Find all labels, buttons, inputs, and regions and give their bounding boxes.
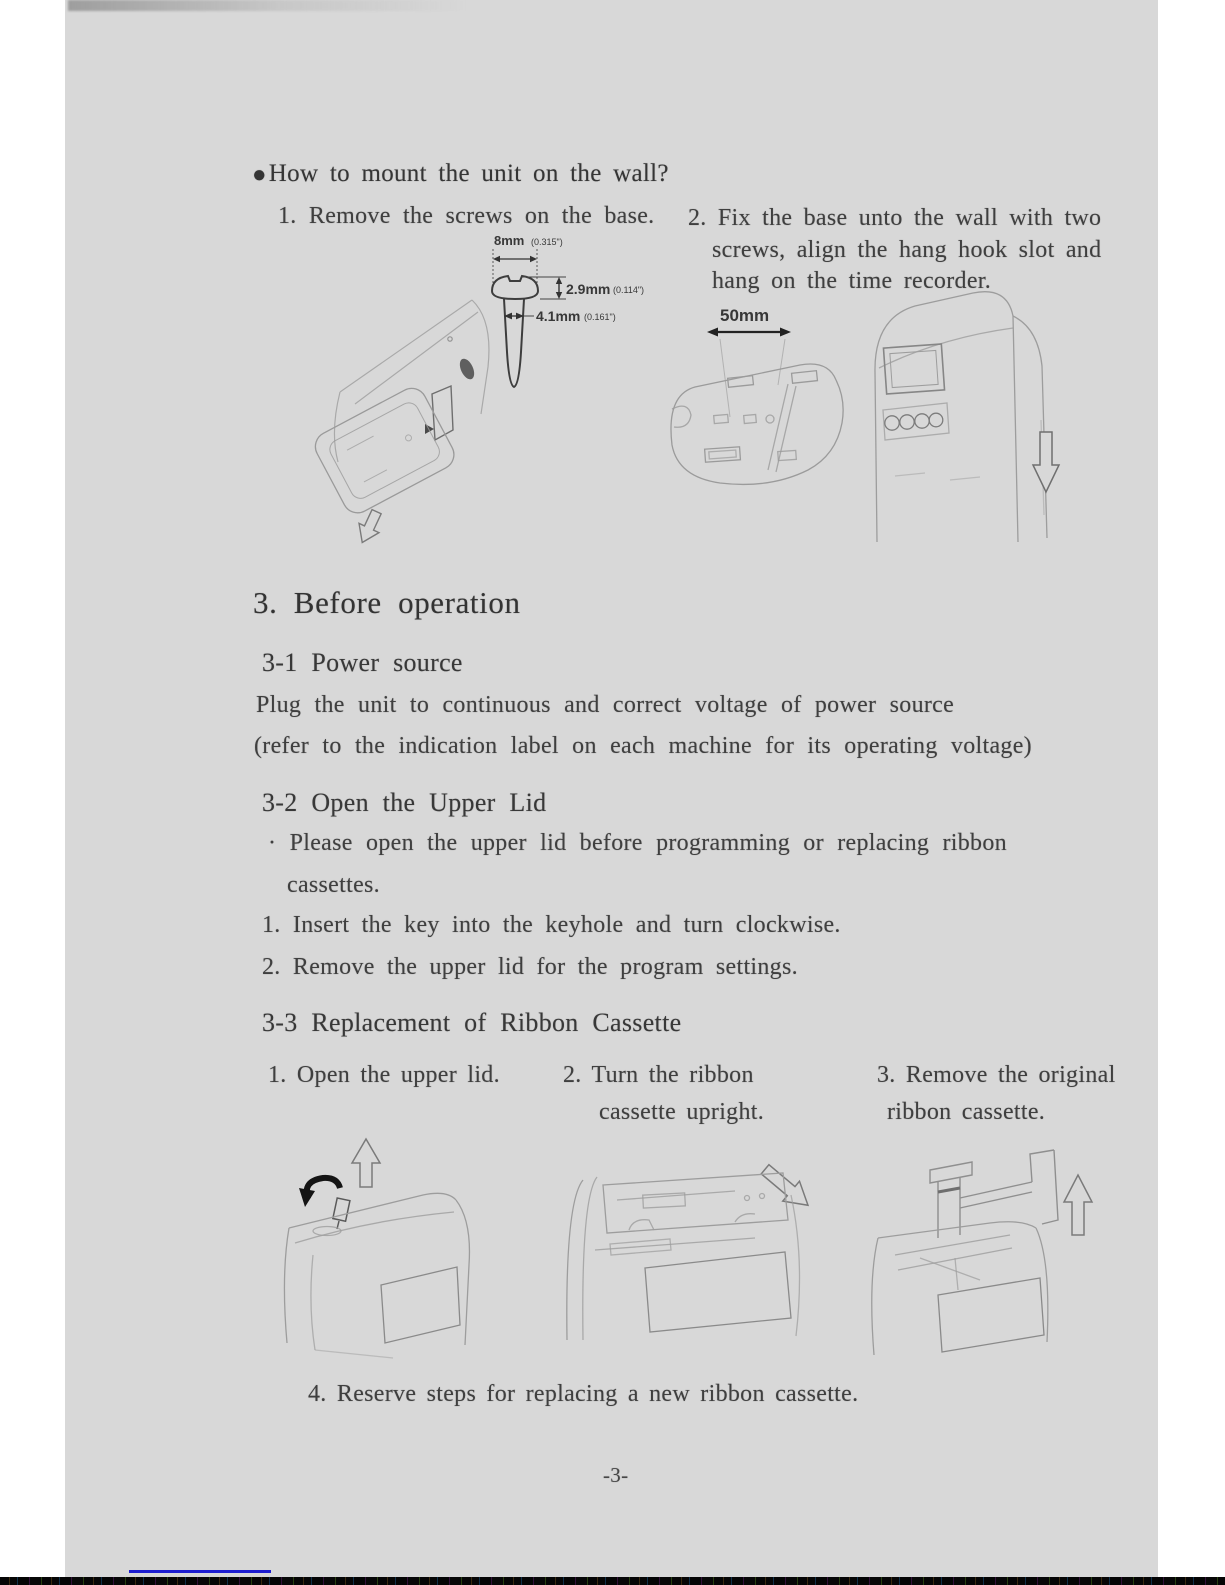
mount-step2-line1: 2. Fix the base unto the wall with two <box>688 205 1102 231</box>
down-arrow-icon <box>1033 432 1059 492</box>
base-removal-illustration <box>300 282 540 562</box>
time-recorder-front-illustration <box>855 280 1085 550</box>
button-1 <box>885 416 899 430</box>
ribbon-step2-line1: 2. Turn the ribbon <box>563 1062 754 1088</box>
power-source-line1: Plug the unit to continuous and correct voltage of power source <box>256 692 955 718</box>
subsection-heading-ribbon-replacement: 3-3 Replacement of Ribbon Cassette <box>262 1008 682 1037</box>
display-window <box>938 1278 1044 1352</box>
up-arrow-icon <box>352 1139 380 1187</box>
screw-head-inch-label: (0.114") <box>613 285 645 295</box>
page-number: -3- <box>603 1463 629 1487</box>
mount-step1: 1. Remove the screws on the base. <box>278 203 655 229</box>
rotate-arrow-icon <box>299 1178 340 1207</box>
subsection-heading-open-upper-lid: 3-2 Open the Upper Lid <box>262 788 547 817</box>
ribbon-step4: 4. Reserve steps for replacing a new ribbon cassette. <box>308 1381 859 1407</box>
upper-lid-note-line2: cassettes. <box>287 872 380 898</box>
up-arrow-icon <box>1064 1175 1092 1235</box>
ribbon-step2-line2: cassette upright. <box>599 1099 765 1125</box>
cassette-upright-illustration <box>555 1140 855 1345</box>
screw-width-label: 8mm <box>494 233 525 248</box>
display-window <box>645 1252 791 1332</box>
cassette-removal-illustration <box>860 1130 1100 1355</box>
screw-shank-label: 4.1mm <box>536 308 581 324</box>
power-source-line2: (refer to the indication label on each machine for its operating voltage) <box>254 733 1032 759</box>
upper-lid-step1: 1. Insert the key into the keyhole and turn clockwise. <box>262 912 841 938</box>
mount-step2-line2: screws, align the hang hook slot and <box>712 237 1102 263</box>
mount-heading <box>252 160 669 188</box>
upper-lid-step2: 2. Remove the upper lid for the program settings. <box>262 954 798 980</box>
ribbon-step3-line2: ribbon cassette. <box>887 1099 1046 1125</box>
button-4 <box>929 413 943 427</box>
scan-edge-bar <box>0 1577 1225 1585</box>
bullet-icon: ● <box>252 162 267 188</box>
scan-smudge <box>68 0 538 11</box>
ribbon-step1: 1. Open the upper lid. <box>268 1062 500 1088</box>
ribbon-step3-line1: 3. Remove the original <box>877 1062 1116 1088</box>
ribbon-mechanism <box>603 1173 788 1233</box>
base-plate <box>310 383 459 518</box>
button-2 <box>900 415 914 429</box>
section-heading-before-operation: 3. Before operation <box>253 585 521 620</box>
middot-bullet: · <box>268 830 277 856</box>
base-width-label: 50mm <box>720 306 770 325</box>
scan-artifact-blue-line <box>129 1570 271 1573</box>
open-lid-illustration <box>275 1125 485 1350</box>
ribbon-cassette <box>930 1150 1058 1238</box>
button-3 <box>915 414 929 428</box>
speaker-hole <box>457 356 477 381</box>
subsection-heading-power-source: 3-1 Power source <box>262 648 463 677</box>
mount-heading-text: How to mount the unit on the wall? <box>268 160 669 187</box>
screw-shank-inch-label: (0.161") <box>584 312 616 322</box>
screw-width-inch-label: (0.315") <box>531 237 563 247</box>
screw-head-label: 2.9mm <box>566 281 611 297</box>
upper-lid-note-line1: · Please open the upper lid before programming or replacing ribbon <box>268 830 1007 856</box>
hang-hook-slot <box>432 386 453 440</box>
mount-step2-line3: hang on the time recorder. <box>712 268 992 294</box>
wall-base-illustration <box>650 295 870 505</box>
